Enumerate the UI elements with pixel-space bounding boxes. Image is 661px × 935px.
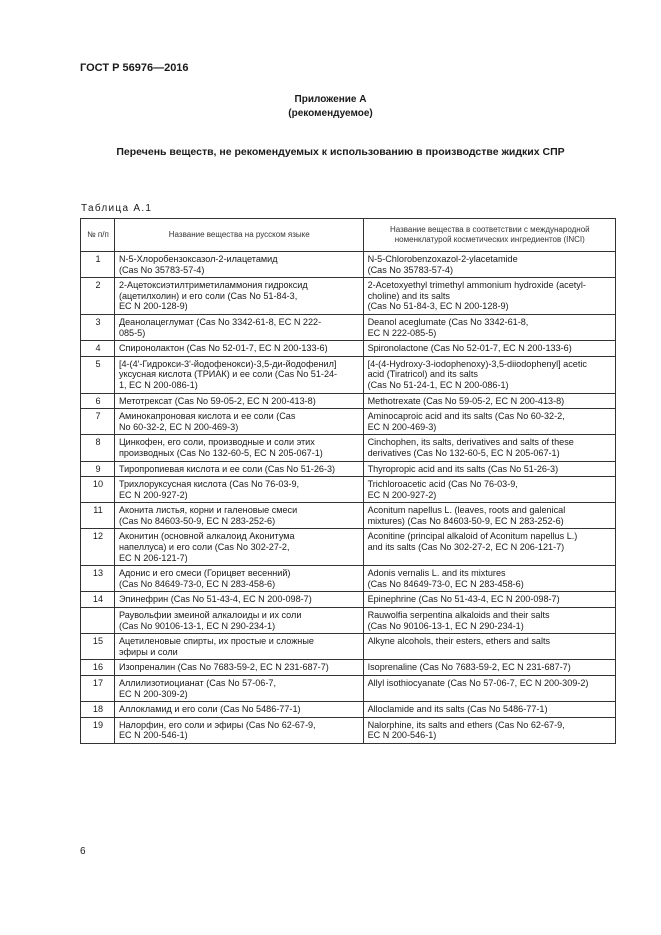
- row-number: 17: [81, 676, 115, 702]
- row-number: 10: [81, 477, 115, 503]
- russian-name-cell: Раувольфии змеиной алкалоиды и их соли (Cas No 90106-13-1, EC N 290-234-1): [114, 608, 363, 634]
- row-number: [81, 608, 115, 634]
- table-row: [81, 477, 616, 503]
- list-title: Перечень веществ, не рекомендуемых к использованию в производстве жидких СПР: [116, 146, 565, 158]
- row-number: 9: [81, 461, 115, 477]
- table-row: [81, 341, 616, 357]
- page-number: 6: [80, 846, 86, 857]
- table-row: [81, 529, 616, 566]
- row-number: 7: [81, 409, 115, 435]
- column-header-inci-name: Название вещества в соответствии с международной номенклатурой косметических ингредиентов (INCI): [363, 219, 615, 252]
- row-number: 19: [81, 717, 115, 743]
- inci-name-cell: Alloclamide and its salts (Cas No 5486-77-1): [363, 702, 615, 718]
- table-row: [81, 435, 616, 461]
- russian-name-cell: Спиронолактон (Cas No 52-01-7, EC N 200-133-6): [114, 341, 363, 357]
- inci-name-cell: Allyl isothiocyanate (Cas No 57-06-7, EC N 200-309-2): [363, 676, 615, 702]
- table-caption: Таблица А.1: [81, 203, 153, 214]
- table-row: [81, 717, 616, 743]
- russian-name-cell: Эпинефрин (Cas No 51-43-4, EC N 200-098-7): [114, 592, 363, 608]
- russian-name-cell: Аминокапроновая кислота и ее соли (Cas No 60-32-2, EC N 200-469-3): [114, 409, 363, 435]
- table-row: [81, 278, 616, 315]
- russian-name-cell: Ацетиленовые спирты, их простые и сложные эфиры и соли: [114, 634, 363, 660]
- table-row: [81, 461, 616, 477]
- row-number: 16: [81, 660, 115, 676]
- russian-name-cell: Цинкофен, его соли, производные и соли этих производных (Cas No 132-60-5, EC N 205-067-1): [114, 435, 363, 461]
- inci-name-cell: Spironolactone (Cas No 52-01-7, EC N 200-133-6): [363, 341, 615, 357]
- table-row: [81, 608, 616, 634]
- table-row: [81, 393, 616, 409]
- row-number: 12: [81, 529, 115, 566]
- russian-name-cell: Аконита листья, корни и галеновые смеси (Cas No 84603-50-9, EC N 283-252-6): [114, 503, 363, 529]
- table-row: [81, 314, 616, 340]
- inci-name-cell: Methotrexate (Cas No 59-05-2, EC N 200-413-8): [363, 393, 615, 409]
- row-number: 15: [81, 634, 115, 660]
- inci-name-cell: Nalorphine, its salts and ethers (Cas No 62-67-9, EC N 200-546-1): [363, 717, 615, 743]
- table-row: [81, 592, 616, 608]
- russian-name-cell: Аллокламид и его соли (Cas No 5486-77-1): [114, 702, 363, 718]
- column-header-russian-name: Название вещества на русском языке: [114, 219, 363, 252]
- russian-name-cell: Деанолацеглумат (Cas No 3342-61-8, EC N 222- 085-5): [114, 314, 363, 340]
- row-number: 6: [81, 393, 115, 409]
- row-number: 2: [81, 278, 115, 315]
- table-row: [81, 252, 616, 278]
- inci-name-cell: Adonis vernalis L. and its mixtures (Cas No 84649-73-0, EC N 283-458-6): [363, 566, 615, 592]
- table-header-row: [81, 219, 616, 252]
- table-row: [81, 634, 616, 660]
- inci-name-cell: Epinephrine (Cas No 51-43-4, EC N 200-098-7): [363, 592, 615, 608]
- russian-name-cell: [4-(4'-Гидрокси-3'-йодофенокси)-3,5-ди-йодофенил] уксусная кислота (ТРИАК) и ее соли (Cas No 51-24- 1, EC N 200-086-1): [114, 356, 363, 393]
- inci-name-cell: Deanol aceglumate (Cas No 3342-61-8, EC N 222-085-5): [363, 314, 615, 340]
- russian-name-cell: N-5-Хлоробензоксазол-2-илацетамид (Cas No 35783-57-4): [114, 252, 363, 278]
- inci-name-cell: Trichloroacetic acid (Cas No 76-03-9, EC N 200-927-2): [363, 477, 615, 503]
- inci-name-cell: Isoprenaline (Cas No 7683-59-2, EC N 231-687-7): [363, 660, 615, 676]
- inci-name-cell: N-5-Chlorobenzoxazol-2-ylacetamide (Cas No 35783-57-4): [363, 252, 615, 278]
- inci-name-cell: Aconitum napellus L. (leaves, roots and galenical mixtures) (Cas No 84603-50-9, EC N 283-252-6): [363, 503, 615, 529]
- row-number: 4: [81, 341, 115, 357]
- table-row: [81, 702, 616, 718]
- russian-name-cell: Налорфин, его соли и эфиры (Cas No 62-67-9, EC N 200-546-1): [114, 717, 363, 743]
- inci-name-cell: 2-Acetoxyethyl trimethyl ammonium hydroxide (acetyl- choline) and its salts (Cas No 51-84-3, EC N 200-128-9): [363, 278, 615, 315]
- row-number: 1: [81, 252, 115, 278]
- standard-code: ГОСТ Р 56976—2016: [80, 62, 189, 74]
- row-number: 8: [81, 435, 115, 461]
- russian-name-cell: Трихлоруксусная кислота (Cas No 76-03-9, EC N 200-927-2): [114, 477, 363, 503]
- inci-name-cell: Aminocaproic acid and its salts (Cas No 60-32-2, EC N 200-469-3): [363, 409, 615, 435]
- table-row: [81, 409, 616, 435]
- row-number: 3: [81, 314, 115, 340]
- inci-name-cell: Thyropropic acid and its salts (Cas No 51-26-3): [363, 461, 615, 477]
- substances-table: [80, 218, 616, 744]
- table-row: [81, 676, 616, 702]
- row-number: 5: [81, 356, 115, 393]
- russian-name-cell: Метотрексат (Cas No 59-05-2, EC N 200-413-8): [114, 393, 363, 409]
- table-row: [81, 566, 616, 592]
- row-number: 13: [81, 566, 115, 592]
- russian-name-cell: Адонис и его смеси (Горицвет весенний) (Cas No 84649-73-0, EC N 283-458-6): [114, 566, 363, 592]
- russian-name-cell: Аконитин (основной алкалоид Аконитума напеллуса) и его соли (Cas No 302-27-2, EC N 206-121-7): [114, 529, 363, 566]
- appendix-status: (рекомендуемое): [288, 108, 373, 119]
- inci-name-cell: Aconitine (principal alkaloid of Aconitum napellus L.) and its salts (Cas No 302-27-2, EC N 206-121-7): [363, 529, 615, 566]
- table-body: [81, 252, 616, 744]
- russian-name-cell: Аллилизотиоцианат (Cas No 57-06-7, EC N 200-309-2): [114, 676, 363, 702]
- row-number: 18: [81, 702, 115, 718]
- row-number: 11: [81, 503, 115, 529]
- row-number: 14: [81, 592, 115, 608]
- table-row: [81, 660, 616, 676]
- table-row: [81, 356, 616, 393]
- inci-name-cell: [4-(4-Hydroxy-3-iodophenoxy)-3,5-diiodophenyl] acetic acid (Tiratricol) and its salts (Cas No 51-24-1, EC N 200-086-1): [363, 356, 615, 393]
- appendix-title: Приложение А: [294, 94, 367, 105]
- table-row: [81, 503, 616, 529]
- russian-name-cell: Тиропропиевая кислота и ее соли (Cas No 51-26-3): [114, 461, 363, 477]
- column-header-number: № п/п: [81, 219, 115, 252]
- russian-name-cell: 2-Ацетоксиэтилтриметиламмония гидроксид (ацетилхолин) и его соли (Cas No 51-84-3, ЕС N 200-128-9): [114, 278, 363, 315]
- inci-name-cell: Rauwolfia serpentina alkaloids and their salts (Cas No 90106-13-1, EC N 290-234-1): [363, 608, 615, 634]
- inci-name-cell: Alkyne alcohols, their esters, ethers and salts: [363, 634, 615, 660]
- inci-name-cell: Cinchophen, its salts, derivatives and salts of these derivatives (Cas No 132-60-5, EC N 205-067-1): [363, 435, 615, 461]
- russian-name-cell: Изопреналин (Cas No 7683-59-2, EC N 231-687-7): [114, 660, 363, 676]
